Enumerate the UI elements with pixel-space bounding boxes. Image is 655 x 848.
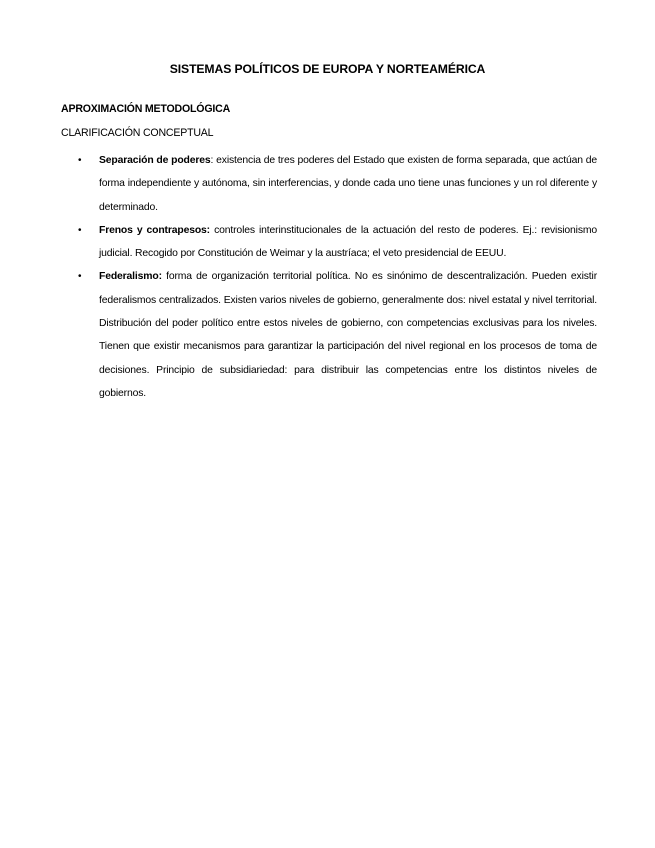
definition-text: forma de organización territorial política. No es sinónimo de descentralización. Pueden existir federalismos centralizados. Existen varios niveles de gobierno, generalmente dos: nivel estatal y nivel territorial. Distribución del poder político entre estos niveles de gobierno, con competencias exclusivas para los niveles. Tienen que existir mecanismos para garantizar la participación del nivel regional en los procesos de toma de decisiones. Principio de subsidiariedad: para distribuir las competencias entre los distintos niveles de gobiernos. bbox=[99, 271, 597, 399]
document-title: SISTEMAS POLÍTICOS DE EUROPA Y NORTEAMÉRICA bbox=[169, 62, 486, 76]
definitions-list bbox=[61, 149, 597, 405]
bullet-icon: • bbox=[78, 271, 82, 283]
bullet-icon: • bbox=[78, 155, 82, 166]
list-item-federalismo bbox=[61, 265, 597, 405]
term-label: Separación de poderes bbox=[99, 155, 211, 166]
definition-text: controles interinstitucionales de la actuación del resto de poderes. Ej.: revisionismo judicial. Recogido por Constitución de Weimar y la austríaca; el veto presidencial de EEUU. bbox=[99, 224, 598, 260]
subsection-heading: CLARIFICACIÓN CONCEPTUAL bbox=[61, 127, 214, 139]
section-heading: APROXIMACIÓN METODOLÓGICA bbox=[61, 103, 231, 115]
term-label: Frenos y contrapesos: bbox=[99, 224, 210, 236]
list-item-separacion-de-poderes bbox=[61, 149, 597, 219]
bullet-icon: • bbox=[78, 224, 82, 236]
definition-text: : existencia de tres poderes del Estado que existen de forma separada, que actúan de forma independiente y autónoma, sin interferencias, y donde cada uno tiene unas funciones y un rol diferente y determinado. bbox=[99, 155, 597, 213]
term-label: Federalismo: bbox=[99, 271, 162, 283]
list-item-frenos-y-contrapesos bbox=[61, 219, 597, 266]
